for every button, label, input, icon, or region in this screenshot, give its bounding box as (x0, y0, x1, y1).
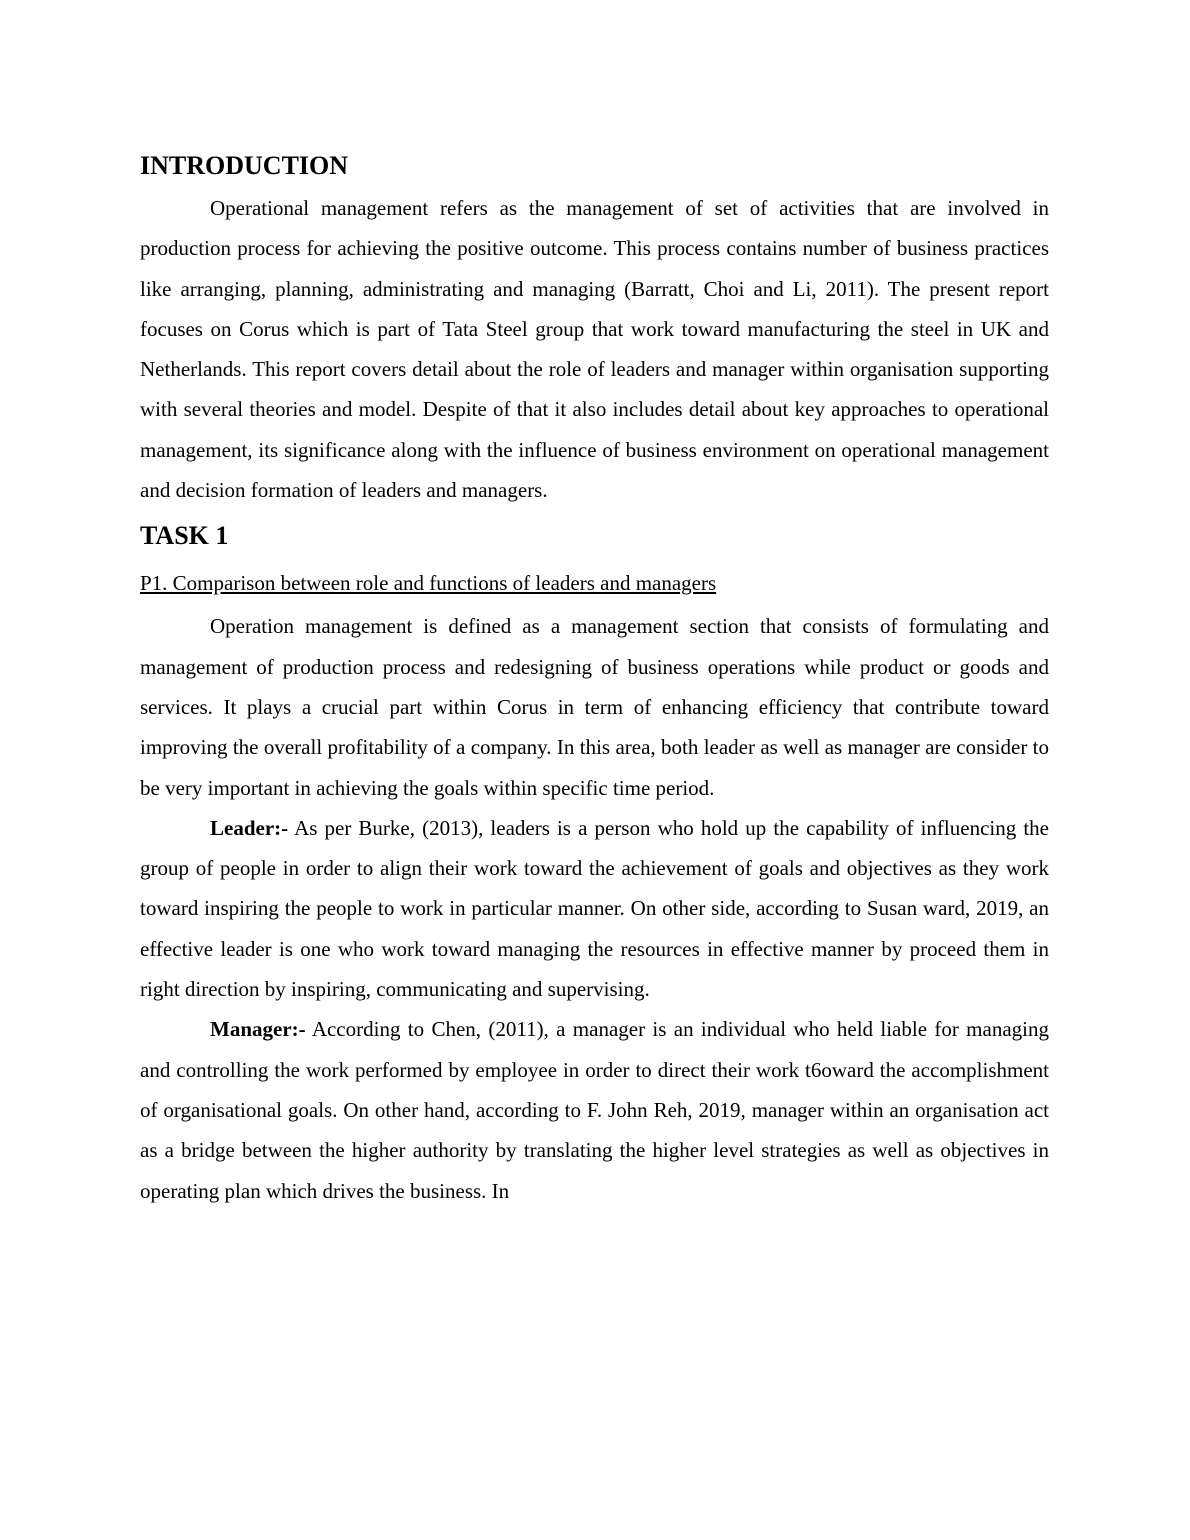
manager-paragraph (140, 1009, 1049, 1210)
leader-text: As per Burke, (2013), leaders is a person who hold up the capability of influencing the group of people in order to align their work toward the achievement of goals and objectives as they work toward inspiring the people to work in particular manner. On other side, according to Susan ward, 2019, an effective leader is one who work toward managing the resources in effective manner by proceed them in right direction by inspiring, communicating and supervising. (140, 815, 1049, 1002)
manager-term: Manager:- (210, 1017, 306, 1042)
manager-text: According to Chen, (2011), a manager is an individual who held liable for managing and controlling the work performed by employee in order to direct their work t6oward the accomplishment of organisational goals. On other hand, according to F. John Reh, 2019, manager within an organisation act as a bridge between the higher authority by translating the higher level strategies as well as objectives in operating plan which drives the business. In (140, 1017, 1049, 1203)
leader-paragraph (140, 808, 1049, 1009)
introduction-heading: INTRODUCTION (140, 151, 349, 180)
task-1-heading: TASK 1 (140, 521, 229, 551)
page-content (140, 148, 1049, 1211)
leader-term: Leader:- (210, 815, 289, 840)
operation-management-paragraph: Operation management is defined as a management section that consists of formulating and management of production process and redesigning of business operations while product or goods and services. It plays a crucial part within Corus in term of enhancing efficiency that contribute toward improving the overall profitability of a company. In this area, both leader as well as manager are consider to be very important in achieving the goals within specific time period. (140, 614, 1049, 800)
p1-subheading: P1. Comparison between role and functions of leaders and managers (140, 571, 717, 596)
introduction-paragraph: Operational management refers as the management of set of activities that are involved in production process for achieving the positive outcome. This process contains number of business practices like arranging, planning, administrating and managing (Barratt, Choi and Li, 2011). The present report focuses on Corus which is part of Tata Steel group that work toward manufacturing the steel in UK and Netherlands. This report covers detail about the role of leaders and manager within organisation supporting with several theories and model. Despite of that it also includes detail about key approaches to operational management, its significance along with the influence of business environment on operational management and decision formation of leaders and managers. (140, 196, 1049, 503)
